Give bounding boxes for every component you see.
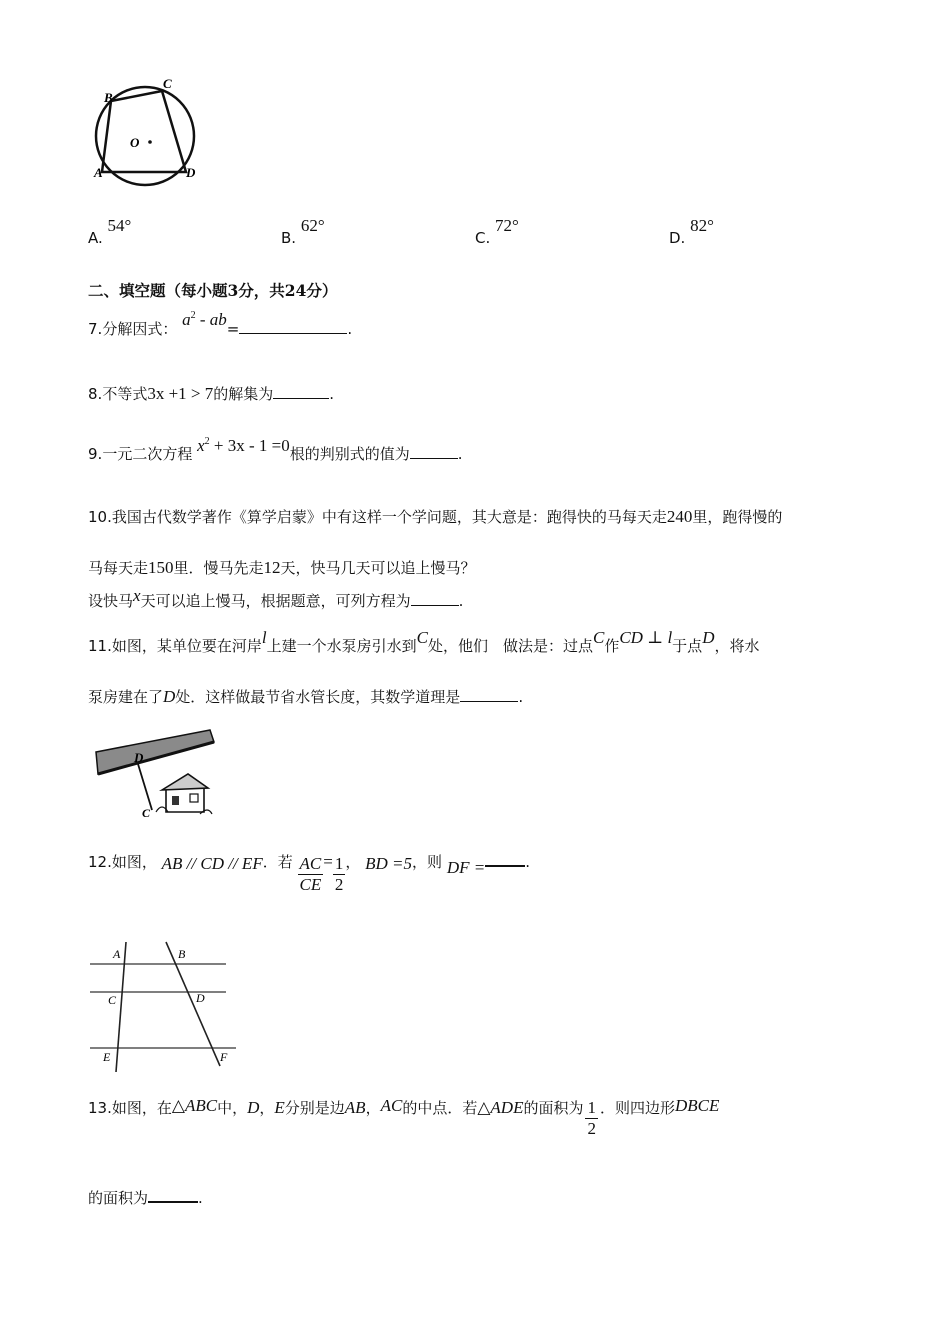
q13-text-8: ．则四边形 — [599, 1099, 675, 1117]
q10-text-2c: 天，快马几天可以追上慢马？ — [280, 559, 476, 577]
label-D: D — [134, 750, 144, 765]
q13-text-1: 如图，在 — [111, 1099, 172, 1117]
option-a-value: 54° — [107, 216, 132, 235]
label-B: B — [178, 947, 186, 961]
q12-fraction-half: $\frac{1}{2}$ — [334, 854, 344, 894]
q7-answer-blank[interactable] — [239, 319, 347, 334]
q13-answer-blank[interactable] — [148, 1187, 198, 1203]
q9-pre: 一元二次方程 — [102, 445, 193, 463]
q11-text-5: 于点 — [672, 637, 703, 655]
q7-equals: = — [226, 320, 240, 338]
q13-text-6: 的中点．若 — [402, 1099, 478, 1117]
q12-end: . — [525, 853, 530, 871]
q9-expression: $x^2 + 3x - 1 =0$ — [197, 436, 290, 455]
label-A: A — [113, 947, 121, 961]
q13-text-2: 中， — [217, 1099, 248, 1117]
question-10-line-3 — [88, 586, 464, 611]
q11-end: . — [518, 688, 524, 706]
inscribed-quadrilateral — [102, 91, 186, 172]
label-C: C — [108, 993, 117, 1007]
river-bank — [96, 730, 214, 774]
q10-text-1b: 里，跑得慢的 — [692, 508, 783, 526]
q11-text-3: 处，他们 做法是：过点 — [427, 637, 593, 655]
label-B: B — [104, 90, 113, 105]
q10-number-12: 12 — [263, 558, 281, 577]
label-O: O — [130, 135, 140, 150]
q10-variable-x: x — [133, 586, 141, 605]
q10-end: . — [458, 592, 464, 610]
q11-text-4: 作 — [604, 637, 620, 655]
q7-end: . — [347, 320, 353, 338]
label-D: D — [186, 165, 196, 180]
option-b-value: 62° — [300, 216, 325, 235]
option-d — [669, 216, 714, 248]
q13-var-ab: AB — [344, 1098, 366, 1117]
q12-text-1: 如图， — [111, 853, 157, 871]
q11-var-c2: C — [592, 628, 605, 647]
q8-post: 的解集为 — [213, 385, 274, 403]
q10-text-1a: 我国古代数学著作《算学启蒙》中有这样一个学问题，其大意是：跑得快的马每天走 — [111, 508, 667, 526]
pipe-line — [138, 764, 152, 810]
q10-text-2b: 里．慢马先走 — [173, 559, 264, 577]
label-C: C — [163, 76, 172, 91]
question-12 — [88, 854, 530, 895]
question-7 — [88, 310, 353, 339]
label-A: A — [94, 165, 103, 180]
q13-text-7: 的面积为 — [523, 1099, 584, 1117]
q11-number: 11. — [88, 637, 112, 655]
q13-triangle-abc: △ABC — [171, 1096, 218, 1115]
q8-end: . — [329, 385, 335, 403]
q10-number: 10. — [88, 508, 112, 526]
q11-var-c: C — [416, 628, 428, 647]
q10-number-240: 240 — [666, 507, 693, 526]
q7-text: 分解因式： — [102, 320, 178, 338]
q11-perpendicular: CD ⊥ l — [619, 628, 673, 647]
label-D: D — [196, 991, 205, 1005]
option-c — [475, 216, 519, 248]
q12-parallel-expr: AB // CD // EF — [161, 854, 263, 873]
q10-text-2a: 马每天走 — [88, 559, 149, 577]
q8-pre: 不等式 — [102, 385, 148, 403]
q12-text-2: ．若 — [262, 853, 293, 871]
q8-number: 8. — [88, 385, 103, 403]
q8-expression: 3x +1 > 7 — [147, 384, 214, 403]
question-13-line-1 — [88, 1098, 719, 1139]
question-10-line-2 — [88, 557, 476, 578]
q13-var-ac: AC — [380, 1096, 403, 1115]
parallel-lines-figure — [86, 938, 236, 1074]
q13-text-4: 分别是边 — [284, 1099, 345, 1117]
question-8 — [88, 383, 334, 404]
q12-bd-expr: BD =5 — [365, 854, 413, 873]
label-C: C — [142, 806, 151, 820]
q13-text-5: ， — [365, 1099, 381, 1117]
q7-number: 7. — [88, 320, 103, 338]
q11-var-d2: D — [163, 687, 176, 706]
question-9 — [88, 436, 463, 464]
option-b — [281, 216, 325, 248]
q11-var-l: l — [261, 628, 267, 647]
q11-var-d: D — [702, 628, 715, 647]
q12-df-expr: DF = — [446, 858, 486, 877]
q9-end: . — [457, 445, 463, 463]
q11-answer-blank[interactable] — [460, 687, 518, 702]
q9-answer-blank[interactable] — [410, 444, 458, 459]
q13-var-d: D — [247, 1098, 260, 1117]
q12-text-3: ， — [345, 853, 361, 871]
option-d-value: 82° — [690, 216, 714, 235]
question-11-line-2 — [88, 686, 523, 707]
q13-text-3: ， — [259, 1099, 275, 1117]
q9-number: 9. — [88, 445, 103, 463]
q12-equals: = — [323, 852, 333, 871]
q11-text-1: 如图，某单位要在河岸 — [111, 637, 262, 655]
q10-number-150: 150 — [148, 558, 174, 577]
q10-text-3b: 天可以追上慢马，根据题意，可列方程为 — [140, 592, 411, 610]
transversal-ace — [116, 942, 126, 1072]
q9-post: 根的判别式的值为 — [289, 445, 410, 463]
option-c-letter: C. — [475, 229, 491, 247]
circle-quadrilateral-figure — [88, 74, 218, 194]
house-icon — [156, 774, 212, 814]
q12-number: 12. — [88, 853, 112, 871]
option-b-letter: B. — [281, 229, 297, 247]
q11-text-2b: 处．这样做最节省水管长度，其数学道理是 — [175, 688, 461, 706]
option-d-letter: D. — [669, 229, 686, 247]
river-figure — [92, 722, 222, 822]
q10-text-3a: 设快马 — [88, 592, 134, 610]
option-c-value: 72° — [495, 216, 519, 235]
question-13-line-2 — [88, 1187, 203, 1208]
q7-expression: $a^2$ - ab — [182, 310, 227, 329]
q11-text-6: ，将水 — [714, 637, 760, 655]
q13-end: . — [198, 1189, 203, 1207]
q13-quadrilateral: DBCE — [674, 1096, 720, 1115]
option-a-letter: A. — [88, 229, 103, 247]
q11-text-2a: 泵房建在了 — [88, 688, 164, 706]
q13-text-line2: 的面积为 — [88, 1189, 149, 1207]
q13-var-e: E — [274, 1098, 285, 1117]
option-a — [88, 216, 132, 248]
section-title: 二、填空题（每小题3分，共24分） — [88, 281, 338, 300]
label-F: F — [220, 1050, 228, 1064]
q8-answer-blank[interactable] — [273, 384, 329, 399]
label-E: E — [103, 1050, 111, 1064]
q12-answer-blank[interactable] — [485, 851, 525, 867]
q13-number: 13. — [88, 1099, 112, 1117]
question-11-line-1 — [88, 628, 760, 656]
center-point — [148, 140, 152, 144]
q13-triangle-ade: △ADE — [477, 1098, 524, 1117]
q10-answer-blank[interactable] — [411, 591, 459, 606]
q13-fraction-half: $\frac{1}{2}$ — [587, 1098, 596, 1138]
q12-text-4: ，则 — [412, 853, 443, 871]
question-10-line-1 — [88, 506, 782, 527]
q11-text-2: 上建一个水泵房引水到 — [266, 637, 417, 655]
q12-fraction-ac-ce: $\frac{AC}{CE}$ — [299, 854, 322, 894]
